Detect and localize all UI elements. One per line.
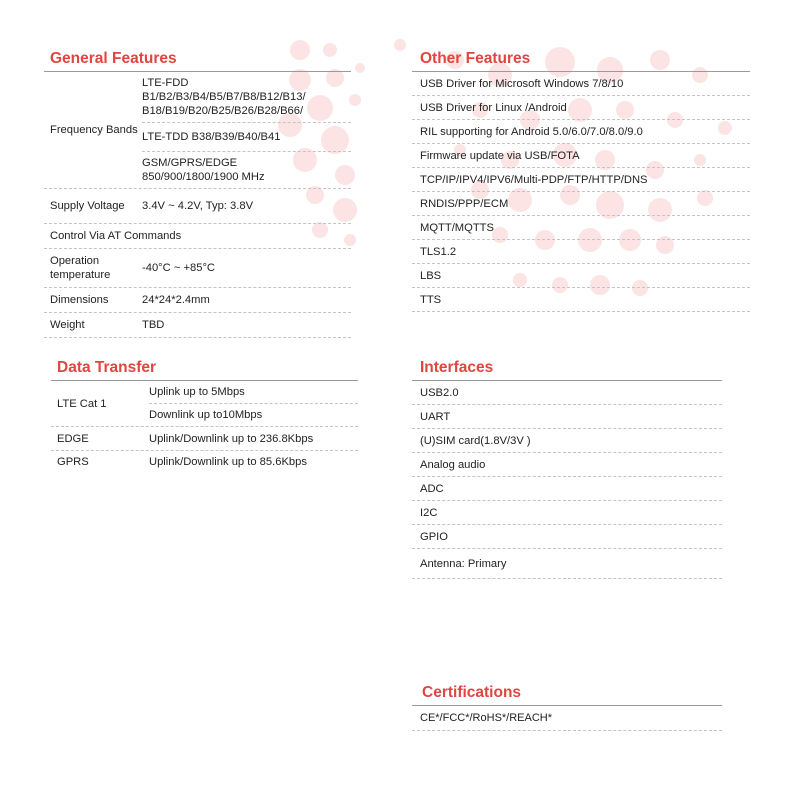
interfaces-list [412,381,722,579]
other-features-item: TCP/IP/IPV4/IPV6/Multi-PDP/FTP/HTTP/DNS [412,168,750,192]
interfaces-item: (U)SIM card(1.8V/3V ) [412,429,722,453]
certifications-value: CE*/FCC*/RoHS*/REACH* [412,706,722,731]
lte-downlink: Downlink up to10Mbps [149,409,263,421]
interfaces-item: Analog audio [412,453,722,477]
edge-label: EDGE [57,432,89,445]
operation-temperature-label: Operation temperature [50,255,111,281]
other-features-item: USB Driver for Microsoft Windows 7/8/10 [412,72,750,96]
gsm-cell [142,152,351,188]
frequency-bands-row [44,72,351,189]
interfaces-item: GPIO [412,525,722,549]
lte-cat1-label: LTE Cat 1 [57,397,107,410]
edge-row [51,427,358,451]
certifications-title: Certifications [412,684,722,706]
lte-cat1-row [51,381,358,427]
interfaces-section [412,359,722,579]
other-features-item: RNDIS/PPP/ECM [412,192,750,216]
lte-fdd-cell [142,72,351,123]
interfaces-item: UART [412,405,722,429]
lte-uplink: Uplink up to 5Mbps [149,381,358,404]
gsm-heading: GSM/GPRS/EDGE [142,157,238,169]
interfaces-title: Interfaces [412,359,722,381]
lte-cat1-values [149,381,358,426]
other-features-item: TTS [412,288,750,312]
supply-voltage-row [44,189,351,224]
dimensions-value: 24*24*2.4mm [142,294,210,306]
data-transfer-section [51,359,358,474]
dimensions-label: Dimensions [50,294,109,306]
general-features-title: General Features [44,50,351,72]
interfaces-item: I2C [412,501,722,525]
other-features-item: LBS [412,264,750,288]
control-text: Control Via AT Commands [50,230,182,242]
edge-value: Uplink/Downlink up to 236.8Kbps [149,432,314,445]
general-features-section [44,50,351,338]
interfaces-item: USB2.0 [412,381,722,405]
frequency-bands-label: Frequency Bands [50,124,138,136]
control-row [44,224,351,249]
gprs-value: Uplink/Downlink up to 85.6Kbps [149,456,307,468]
other-features-item: USB Driver for Linux /Android [412,96,750,120]
other-features-list [412,72,750,312]
gprs-label: GPRS [57,456,89,468]
lte-fdd-heading: LTE-FDD [142,77,189,89]
other-features-item: RIL supporting for Android 5.0/6.0/7.0/8.0/9.0 [412,120,750,144]
other-features-item: MQTT/MQTTS [412,216,750,240]
weight-row [44,313,351,338]
certifications-section [412,684,722,731]
supply-voltage-value: 3.4V ~ 4.2V, Typ: 3.8V [142,200,254,212]
weight-label: Weight [50,319,85,331]
operation-temperature-value: -40°C ~ +85°C [142,262,216,274]
interfaces-item: ADC [412,477,722,501]
background-dot [394,39,406,51]
frequency-bands-values [142,72,351,188]
lte-fdd-bands-line2: B18/B19/B20/B25/B26/B28/B66/ [142,105,304,117]
background-dot [355,63,365,73]
gprs-row [51,451,358,474]
other-features-section [412,50,750,312]
supply-voltage-label: Supply Voltage [50,200,125,212]
gsm-bands: 850/900/1800/1900 MHz [142,171,265,183]
other-features-title: Other Features [412,50,750,72]
operation-temperature-row [44,249,351,288]
lte-fdd-bands-line1: B1/B2/B3/B4/B5/B7/B8/B12/B13/ [142,91,306,103]
data-transfer-title: Data Transfer [51,359,358,381]
other-features-item: TLS1.2 [412,240,750,264]
interfaces-item: Antenna: Primary [412,549,722,579]
dimensions-row [44,288,351,313]
lte-tdd-cell: LTE-TDD B38/B39/B40/B41 [142,123,351,152]
weight-value: TBD [142,319,165,331]
other-features-item: Firmware update via USB/FOTA [412,144,750,168]
